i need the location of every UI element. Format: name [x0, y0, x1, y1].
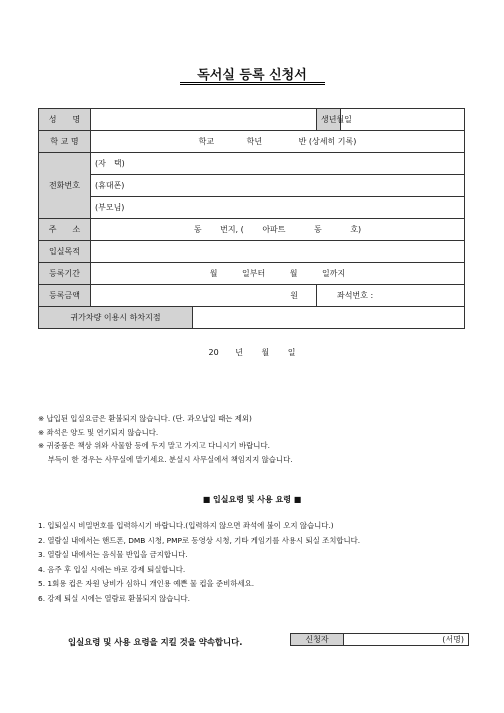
- phone-mobile-field[interactable]: (휴대폰): [91, 175, 465, 197]
- title-underline: [180, 82, 325, 83]
- class-unit: 반 (상세히 기록): [298, 137, 357, 146]
- rule-item: 2. 열람실 내에서는 핸드폰, DMB 시청, PMP로 동영상 시청, 기타 게임기를 사용시 퇴실 조치합니다.: [38, 535, 361, 545]
- pickup-field[interactable]: [193, 307, 465, 329]
- name-label: 성 명: [39, 109, 91, 131]
- period-label: 등록기간: [39, 263, 91, 285]
- phone-home-row: [39, 153, 465, 175]
- notice-item: ※ 납입된 입실요금은 환불되지 않습니다. (단. 과오납일 때는 제외): [38, 414, 252, 423]
- rule-item: 5. 1회용 컵은 자원 낭비가 심하니 개인용 예쁜 물 컵을 준비하세요.: [38, 579, 255, 588]
- birth-field[interactable]: [341, 109, 465, 131]
- signature-field[interactable]: (서명): [344, 634, 469, 646]
- phone-label: 전화번호: [39, 153, 91, 219]
- rule-item: 3. 열람실 내에서는 음식물 반입을 금지합니다.: [38, 550, 188, 559]
- rules-list: [38, 519, 360, 606]
- phone-parent-field[interactable]: (부모님): [91, 197, 465, 219]
- school-field[interactable]: [91, 131, 465, 153]
- phone-home-field[interactable]: (자 택): [91, 153, 465, 175]
- notice-list: [38, 412, 293, 466]
- period-row: [39, 263, 465, 285]
- address-label: 주 소: [39, 219, 91, 241]
- notice-item: ※ 좌석은 양도 및 연기되지 않습니다.: [38, 427, 159, 437]
- school-unit: 학교: [198, 137, 215, 146]
- school-label: 학 교 명: [39, 131, 91, 153]
- period-field[interactable]: [91, 263, 465, 285]
- document-title: 독서실 등록 신청서: [197, 68, 307, 83]
- rule-item: 4. 음주 후 입실 시에는 바로 강제 퇴실합니다.: [38, 564, 186, 574]
- applicant-label: 신청자: [291, 634, 344, 646]
- date-century: 20: [208, 348, 219, 357]
- registration-form-table: [38, 108, 465, 329]
- rules-section-title: ■ 입실요령 및 사용 요령 ■: [202, 495, 302, 504]
- period-start-day: 일부터: [242, 269, 266, 278]
- amount-row: [39, 285, 465, 307]
- date-line: [0, 347, 504, 358]
- purpose-row: [39, 241, 465, 263]
- grade-unit: 학년: [246, 137, 263, 146]
- phone-parent-row: [39, 197, 465, 219]
- notice-item: 부득이 한 경우는 사무실에 맡기세요. 분실시 사무실에서 책임지지 않습니다.: [38, 454, 293, 464]
- date-year-label: 년: [235, 348, 243, 357]
- address-bunji: 번지, (: [220, 225, 244, 234]
- birth-label: 생년월일: [317, 109, 341, 131]
- period-end-day: 일까지: [322, 269, 346, 278]
- period-start-month: 월: [209, 269, 218, 278]
- pickup-row: [39, 307, 465, 329]
- title-underline-second: [180, 84, 325, 85]
- date-month-label: 월: [261, 348, 270, 357]
- seat-number-field[interactable]: 좌석번호 :: [317, 285, 465, 307]
- address-apartment: 아파트: [262, 225, 286, 234]
- pickup-label: 귀가차량 이용시 하차지점: [39, 307, 193, 329]
- date-day-label: 일: [287, 348, 296, 357]
- address-dong: 동: [193, 225, 202, 234]
- rule-item: 1. 입퇴실시 비밀번호를 입력하시기 바랍니다.(입력하지 않으면 좌석에 불이 오지 않습니다.): [38, 521, 334, 530]
- name-row: [39, 109, 465, 131]
- purpose-label: 입실목적: [39, 241, 91, 263]
- purpose-field[interactable]: [91, 241, 465, 263]
- period-end-month: 월: [289, 269, 298, 278]
- notice-item: ※ 귀중품은 책상 위와 사물함 등에 두지 말고 가지고 다니시기 바랍니다.: [38, 441, 270, 450]
- applicant-signature-box: [290, 633, 469, 646]
- school-row: [39, 131, 465, 153]
- address-unit: 호): [350, 225, 362, 234]
- amount-label: 등록금액: [39, 285, 91, 307]
- amount-field[interactable]: 원: [91, 285, 317, 307]
- address-row: [39, 219, 465, 241]
- address-field[interactable]: [91, 219, 465, 241]
- address-building: 동: [314, 225, 322, 234]
- rule-item: 6. 강제 퇴실 시에는 열람료 환불되지 않습니다.: [38, 593, 191, 603]
- promise-statement: 입실요령 및 사용 요령을 지킬 것을 약속합니다.: [68, 637, 243, 647]
- name-field[interactable]: [91, 109, 317, 131]
- phone-mobile-row: [39, 175, 465, 197]
